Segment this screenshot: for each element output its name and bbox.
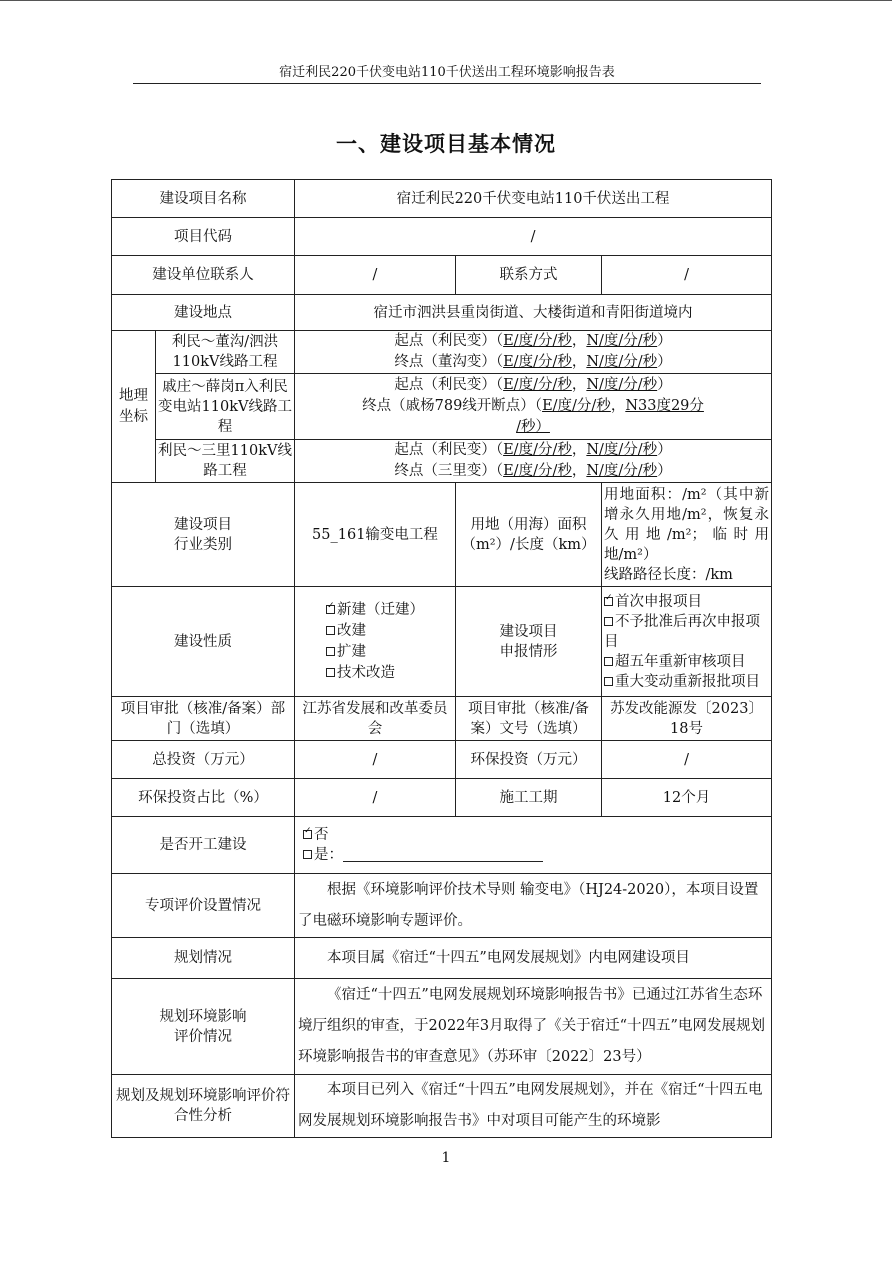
geo-line-name: 戚庄～薛岗π入利民变电站110kV线路工程 <box>156 374 295 440</box>
nature-option[interactable]: ✓新建（迁建） <box>326 600 424 621</box>
project-code-label: 项目代码 <box>112 218 295 256</box>
table-row <box>112 587 772 697</box>
special-value: 根据《环境影响评价技术导则 输变电》（HJ24-2020），本项目设置了电磁环境影响专题评价。 <box>295 874 772 938</box>
env-ratio-value: / <box>295 779 456 817</box>
geo-line-name: 利民～董沟/泗洪110kV线路工程 <box>156 331 295 374</box>
contact-method-value: / <box>602 256 772 295</box>
checkbox-checked-icon[interactable] <box>604 597 613 606</box>
plan-label: 规划情况 <box>112 938 295 979</box>
nature-option[interactable]: 改建 <box>326 621 424 642</box>
checkbox-icon[interactable] <box>604 617 613 626</box>
started-yes-option[interactable]: 是： <box>303 845 769 865</box>
table-row <box>112 817 772 874</box>
apply-label: 建设项目 申报情形 <box>456 587 602 697</box>
basic-info-table <box>111 179 772 1138</box>
geo-label-text: 地理坐标 <box>119 387 148 425</box>
coord-end-prefix: 终点（三里变）（ <box>394 463 504 479</box>
started-label: 是否开工建设 <box>112 817 295 874</box>
total-invest-value: / <box>295 741 456 779</box>
plan-env-value: 《宿迁“十四五”电网发展规划环境影响报告书》已通过江苏省生态环境厅组织的审查，于2022年3月取得了《关于宿迁“十四五”电网发展规划环境影响报告书的审查意见》（苏环审〔2022〕23号） <box>295 979 772 1075</box>
table-row <box>112 741 772 779</box>
project-name-value: 宿迁利民220千伏变电站110千伏送出工程 <box>295 180 772 218</box>
coord-end-prefix: 终点（董沟变）（ <box>394 354 504 370</box>
special-label: 专项评价设置情况 <box>112 874 295 938</box>
geo-coords: 起点（利民变）（E/度/分/秒，N/度/分/秒） 终点（三里变）（E/度/分/秒，N/度/分/秒） <box>295 440 772 483</box>
land-value <box>602 483 772 587</box>
coord-e: E/度/分/秒 <box>503 442 572 458</box>
checkbox-icon[interactable] <box>326 668 335 677</box>
checkbox-icon[interactable] <box>604 677 613 686</box>
table-row <box>112 331 772 374</box>
location-label: 建设地点 <box>112 295 295 331</box>
table-row <box>112 440 772 483</box>
header-rule <box>133 83 761 84</box>
blank-line[interactable] <box>343 847 543 862</box>
plan-value: 本项目属《宿迁“十四五”电网发展规划》内电网建设项目 <box>295 938 772 979</box>
project-name-label: 建设项目名称 <box>112 180 295 218</box>
nature-label: 建设性质 <box>112 587 295 697</box>
total-invest-label: 总投资（万元） <box>112 741 295 779</box>
checkbox-checked-icon[interactable] <box>303 830 312 839</box>
table-row <box>112 1075 772 1138</box>
running-header: 宿迁利民220千伏变电站110千伏送出工程环境影响报告表 <box>279 65 615 80</box>
coord-e: E/度/分/秒 <box>503 333 572 349</box>
geo-coordinates-label <box>112 331 156 483</box>
geo-coords: 起点（利民变）（E/度/分/秒，N/度/分/秒） 终点（董沟变）（E/度/分/秒，N/度/分/秒） <box>295 331 772 374</box>
plan-env-label: 规划环境影响 评价情况 <box>112 979 295 1075</box>
land-label: 用地（用海）面积（m²）/长度（km） <box>456 483 602 587</box>
checkbox-checked-icon[interactable] <box>326 605 335 614</box>
table-row <box>112 483 772 587</box>
coord-n: N33度29分 <box>625 398 704 414</box>
approval-doc-value: 苏发改能源发〔2023〕18号 <box>602 697 772 741</box>
apply-option[interactable]: 重大变动重新报批项目 <box>604 672 769 692</box>
conform-label: 规划及规划环境影响评价符合性分析 <box>112 1075 295 1138</box>
coord-tail: /秒） <box>516 419 550 435</box>
period-value: 12个月 <box>602 779 772 817</box>
section-title: 一、建设项目基本情况 <box>336 132 556 156</box>
table-row <box>112 256 772 295</box>
route-length: 线路路径长度：/km <box>604 566 733 583</box>
apply-option[interactable]: ✓首次申报项目 <box>604 592 769 612</box>
table-row <box>112 874 772 938</box>
table-row <box>112 979 772 1075</box>
coord-n: N/度/分/秒 <box>586 377 658 393</box>
table-row <box>112 697 772 741</box>
table-row <box>112 295 772 331</box>
coord-end-prefix: 终点（戚杨789线开断点）（ <box>362 398 543 414</box>
geo-line-name: 利民～三里110kV线路工程 <box>156 440 295 483</box>
checkbox-icon[interactable] <box>326 626 335 635</box>
env-ratio-label: 环保投资占比（%） <box>112 779 295 817</box>
contact-value: / <box>295 256 456 295</box>
coord-n: N/度/分/秒 <box>586 463 658 479</box>
table-row <box>112 374 772 440</box>
approval-dept-value: 江苏省发展和改革委员会 <box>295 697 456 741</box>
checkbox-icon[interactable] <box>326 647 335 656</box>
coord-start-prefix: 起点（利民变）（ <box>394 333 504 349</box>
nature-options <box>295 587 456 697</box>
nature-option[interactable]: 技术改造 <box>326 663 424 684</box>
coord-start-prefix: 起点（利民变）（ <box>394 442 504 458</box>
period-label: 施工工期 <box>456 779 602 817</box>
coord-e: E/度/分/秒 <box>503 377 572 393</box>
coord-start-prefix: 起点（利民变）（ <box>394 377 504 393</box>
table-row <box>112 180 772 218</box>
apply-option[interactable]: 超五年重新审核项目 <box>604 652 769 672</box>
coord-n: N/度/分/秒 <box>586 333 658 349</box>
land-area: 用地面积：/m²（其中新增永久用地/m²，恢复永久用地/m²；临时用地/m²） <box>604 486 770 563</box>
checkbox-icon[interactable] <box>303 850 312 859</box>
contact-method-label: 联系方式 <box>456 256 602 295</box>
approval-dept-label: 项目审批（核准/备案）部门（选填） <box>112 697 295 741</box>
industry-value: 55_161输变电工程 <box>295 483 456 587</box>
coord-n: N/度/分/秒 <box>586 442 658 458</box>
started-options <box>295 817 772 874</box>
project-code-value: / <box>295 218 772 256</box>
page-number: 1 <box>441 1150 451 1166</box>
contact-label: 建设单位联系人 <box>112 256 295 295</box>
checkbox-icon[interactable] <box>604 657 613 666</box>
env-invest-value: / <box>602 741 772 779</box>
apply-option[interactable]: 不予批准后再次申报项目 <box>604 613 760 650</box>
coord-e: E/度/分/秒 <box>503 354 572 370</box>
nature-option[interactable]: 扩建 <box>326 642 424 663</box>
top-border-line <box>0 0 892 1</box>
conform-value: 本项目已列入《宿迁“十四五”电网发展规划》，并在《宿迁“十四五电网发展规划环境影响报告书》中对项目可能产生的环境影 <box>295 1075 772 1138</box>
geo-coords: 起点（利民变）（E/度/分/秒，N/度/分/秒） 终点（戚杨789线开断点）（E/度/分/秒，N33度29分 /秒） <box>295 374 772 440</box>
approval-doc-label: 项目审批（核准/备案）文号（选填） <box>456 697 602 741</box>
coord-n: N/度/分/秒 <box>586 354 658 370</box>
apply-options <box>602 587 772 697</box>
industry-label: 建设项目 行业类别 <box>112 483 295 587</box>
location-value: 宿迁市泗洪县重岗街道、大楼街道和青阳街道境内 <box>295 295 772 331</box>
coord-e: E/度/分/秒 <box>542 398 611 414</box>
coord-e: E/度/分/秒 <box>503 463 572 479</box>
table-row <box>112 938 772 979</box>
started-no-option[interactable]: ✓否 <box>303 825 769 845</box>
table-row <box>112 218 772 256</box>
env-invest-label: 环保投资（万元） <box>456 741 602 779</box>
table-row <box>112 779 772 817</box>
